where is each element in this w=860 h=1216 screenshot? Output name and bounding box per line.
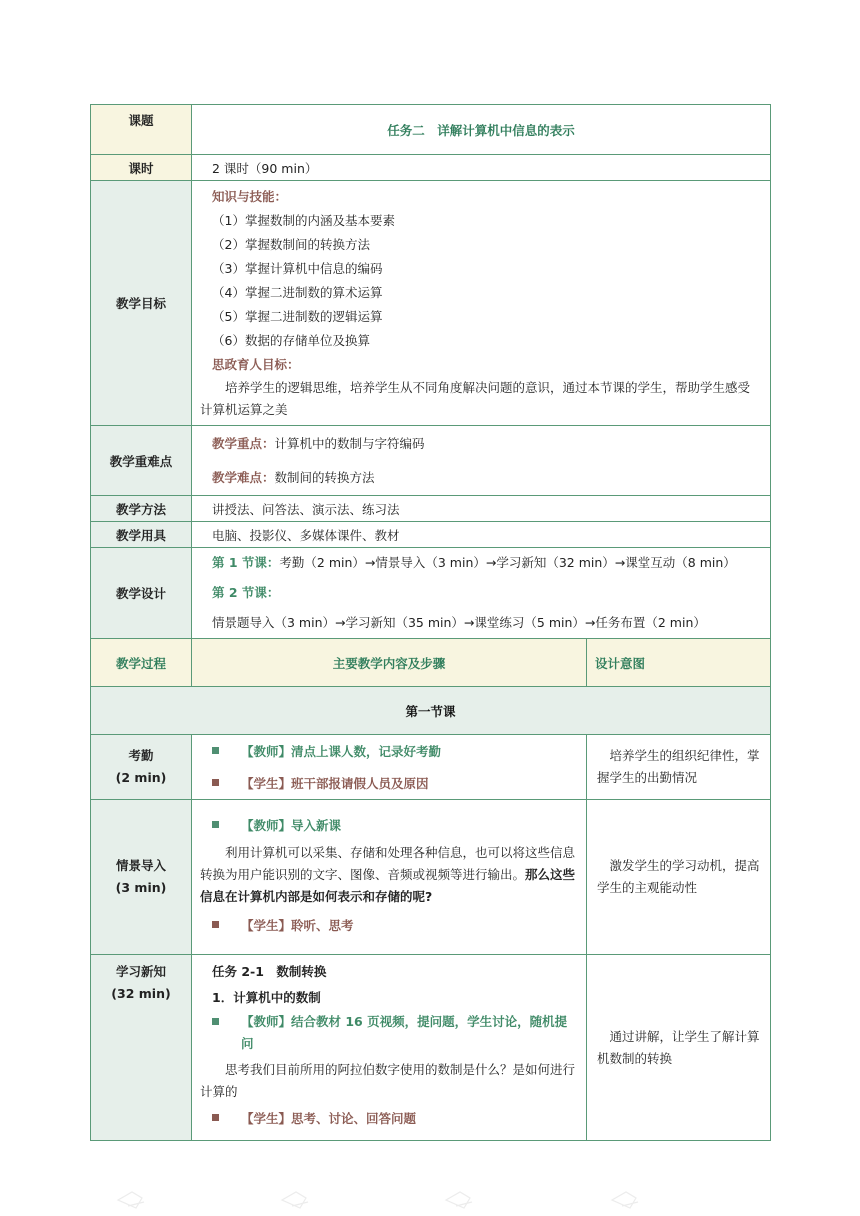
learn-student xyxy=(192,1103,586,1135)
attendance-label: 考勤 xyxy=(128,748,154,763)
intro-teacher xyxy=(192,810,586,842)
square-bullet-icon xyxy=(212,1114,219,1121)
design-label: 教学设计 xyxy=(91,548,192,639)
tools-value: 电脑、投影仪、多媒体课件、教材 xyxy=(192,522,771,548)
design-row xyxy=(91,548,771,639)
lesson-plan-table xyxy=(90,104,771,1141)
attendance-student-text: 【学生】班干部报请假人员及原因 xyxy=(241,776,429,791)
learn-task: 任务 2-1 数制转换 xyxy=(212,964,327,979)
attendance-student xyxy=(192,769,586,799)
intro-student-text: 【学生】聆听、思考 xyxy=(241,918,354,933)
difficulty-label: 教学难点： xyxy=(212,469,275,485)
learn-sub: 1．计算机中的数制 xyxy=(212,990,321,1005)
topic-row xyxy=(91,105,771,155)
learn-label-cell xyxy=(91,955,192,1141)
difficulty: 数制间的转换方法 xyxy=(274,469,375,485)
knowledge-item: （1）掌握数制的内涵及基本要素 xyxy=(212,213,395,228)
section-row xyxy=(91,687,771,735)
knowledge-item: （5）掌握二进制数的逻辑运算 xyxy=(212,309,383,324)
attendance-row xyxy=(91,735,771,800)
section-title: 第一节课 xyxy=(91,687,771,735)
hours-row xyxy=(91,155,771,181)
lesson2-flow: 情景题导入（3 min）→学习新知（35 min）→课堂练习（5 min）→任务布置（2 min） xyxy=(212,615,706,630)
intro-time: (3 min) xyxy=(115,880,167,895)
topic-label: 课题 xyxy=(91,105,192,155)
knowledge-item: （6）数据的存储单位及换算 xyxy=(212,333,370,348)
col-intent-header: 设计意图 xyxy=(587,639,771,687)
learn-teacher xyxy=(192,1011,586,1055)
col-content-header: 主要教学内容及步骤 xyxy=(192,639,587,687)
design-content xyxy=(192,548,771,639)
key-row xyxy=(91,426,771,496)
learn-content xyxy=(192,955,587,1141)
knowledge-item: （2）掌握数制间的转换方法 xyxy=(212,237,370,252)
goals-label: 教学目标 xyxy=(91,181,192,426)
learn-label: 学习新知 xyxy=(115,964,166,979)
square-bullet-icon xyxy=(212,779,219,786)
lesson1-label: 第 1 节课： xyxy=(212,555,280,570)
intro-content xyxy=(192,800,587,955)
ideology-heading: 思政育人目标： xyxy=(212,357,300,372)
hours-label: 课时 xyxy=(91,155,192,181)
intro-para-normal: 利用计算机可以采集、存储和处理各种信息，也可以将这些信息转换为用户能识别的文字、图像、音频或视频等进行输出。 xyxy=(200,845,576,882)
lesson2-label: 第 2 节课： xyxy=(212,585,280,600)
knowledge-heading: 知识与技能： xyxy=(212,189,288,204)
lesson1-flow: 考勤（2 min）→情景导入（3 min）→学习新知（32 min）→课堂互动（8 min） xyxy=(279,555,736,570)
key-point: 计算机中的数制与字符编码 xyxy=(274,435,425,451)
square-bullet-icon xyxy=(212,921,219,928)
method-row xyxy=(91,496,771,522)
method-value: 讲授法、问答法、演示法、练习法 xyxy=(192,496,771,522)
square-bullet-icon xyxy=(212,747,219,754)
goals-content xyxy=(192,181,771,426)
ideology-text: 培养学生的逻辑思维，培养学生从不同角度解决问题的意识，通过本节课的学生，帮助学生感受计算机运算之美 xyxy=(200,380,751,417)
key-point-label: 教学重点： xyxy=(212,435,275,451)
attendance-content xyxy=(192,735,587,800)
footer-watermark-icon xyxy=(0,1176,860,1216)
hours-value: 2 课时（90 min） xyxy=(192,155,771,181)
intro-row xyxy=(91,800,771,955)
learn-intent: 通过讲解，让学生了解计算机数制的转换 xyxy=(587,955,771,1141)
learn-row xyxy=(91,955,771,1141)
intro-intent: 激发学生的学习动机，提高学生的主观能动性 xyxy=(587,800,771,955)
intro-paragraph xyxy=(192,842,586,908)
attendance-time: (2 min) xyxy=(115,770,167,785)
process-header-row xyxy=(91,639,771,687)
intro-label: 情景导入 xyxy=(115,858,166,873)
knowledge-item: （3）掌握计算机中信息的编码 xyxy=(212,261,383,276)
learn-teacher-text: 【教师】结合教材 16 页视频，提问题，学生讨论，随机提问 xyxy=(241,1014,568,1051)
attendance-teacher-text: 【教师】清点上课人数，记录好考勤 xyxy=(241,744,442,759)
square-bullet-icon xyxy=(212,1018,219,1025)
key-label: 教学重难点 xyxy=(91,426,192,496)
intro-label-cell xyxy=(91,800,192,955)
knowledge-item: （4）掌握二进制数的算术运算 xyxy=(212,285,383,300)
tools-row xyxy=(91,522,771,548)
square-bullet-icon xyxy=(212,821,219,828)
col-process-header: 教学过程 xyxy=(91,639,192,687)
intro-student xyxy=(192,908,586,944)
method-label: 教学方法 xyxy=(91,496,192,522)
learn-student-text: 【学生】思考、讨论、回答问题 xyxy=(241,1111,417,1126)
intro-teacher-text: 【教师】导入新课 xyxy=(241,818,342,833)
attendance-label-cell xyxy=(91,735,192,800)
topic-title: 任务二 详解计算机中信息的表示 xyxy=(192,105,771,155)
intro-para-bold: 那么这些信息在计算机内部是如何表示和存储的呢? xyxy=(200,867,576,904)
key-content xyxy=(192,426,771,496)
learn-paragraph: 思考我们目前所用的阿拉伯数字使用的数制是什么？是如何进行计算的 xyxy=(200,1062,576,1099)
learn-time: (32 min) xyxy=(111,986,171,1001)
goals-row xyxy=(91,181,771,426)
attendance-teacher xyxy=(192,735,586,769)
tools-label: 教学用具 xyxy=(91,522,192,548)
attendance-intent: 培养学生的组织纪律性，掌握学生的出勤情况 xyxy=(587,735,771,800)
